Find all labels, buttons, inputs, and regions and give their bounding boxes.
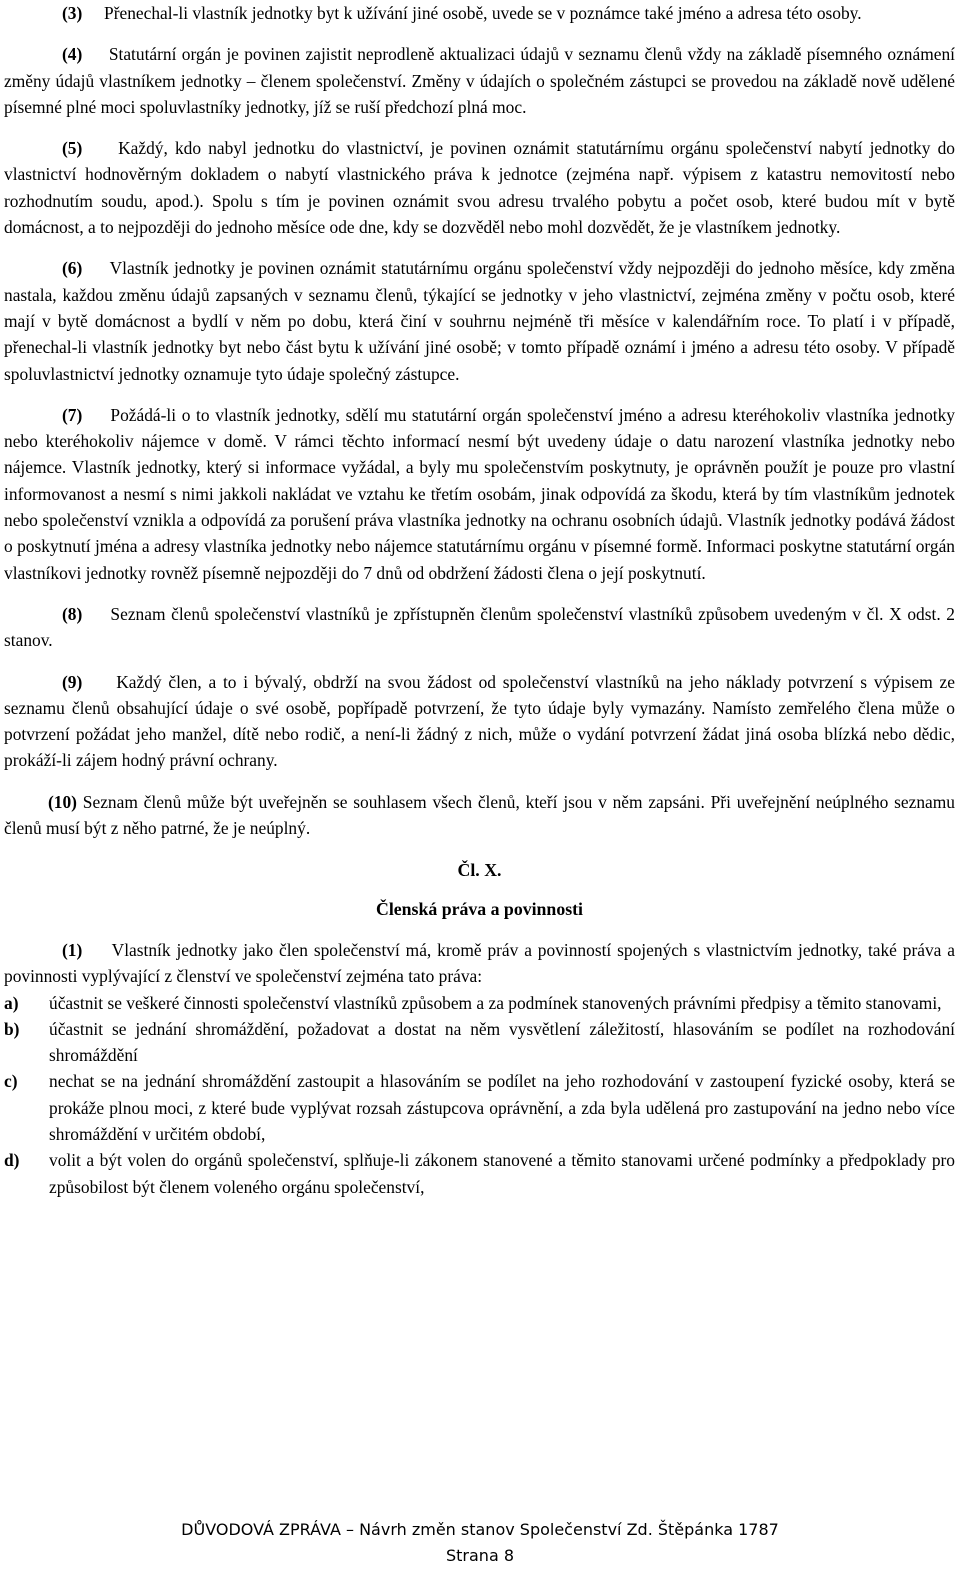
list-item-label: d) [4,1150,20,1171]
paragraph-text: Seznam členů může být uveřejněn se souhlasem všech členů, kteří jsou v něm zapsáni. Při uveřejnění neúplného seznamu členů musí být z něho patrné, že je neúplný. [4,791,956,839]
article-title: Členská práva a povinnosti [375,898,583,919]
paragraph-number: (5) [62,138,83,159]
paragraph-text: Každý člen, a to i bývalý, obdrží na svou žádost od společenství vlastníků na jeho náklady potvrzení s výpisem ze seznamu členů obsahující údaje o své osobě, popřípadě potvrzení, že tyto údaje byly vymazány. Namísto zemřelého člena může o potvrzení požádat jeho manžel, dítě nebo rodič, a není-li žádný z nich, může o vydání potvrzení žádat jiná osoba blízká nebo dědic, prokáží-li zájem hodný právní ochrany. [4,671,955,771]
paragraph-9 [4,669,955,774]
paragraph-4 [4,41,955,120]
list-item-label: c) [4,1071,18,1092]
list-item-text: účastnit se jednání shromáždění, požadovat a dostat na něm vysvětlení záležitostí, hlasováním se podílet na rozhodování shromáždění [49,1018,955,1066]
rights-list [4,990,955,1200]
paragraph-number: (4) [62,44,83,65]
paragraph-number: (1) [62,939,83,960]
page-number: Strana 8 [445,1546,515,1565]
list-item-label: a) [4,992,19,1013]
paragraph-text: Požádá-li o to vlastník jednotky, sdělí mu statutární orgán společenství jméno a adresu kteréhokoliv vlastníka jednotky nebo kteréhokoliv nájemce v domě. V rámci těchto informací nesmí být uvedeny údaje o datu narození vlastníka jednotky nebo nájemce. Vlastník jednotky, který si informace vyžádal, a byly mu společenstvím poskytnuty, je oprávněn použít je pouze pro vlastní informovanost a nesmí s nimi jakkoli nakládat ve vztahu ke třetím osobám, jinak odpovídá za škodu, která by tím vlastníkům jednotek nebo společenství vznikla a odpovídá za porušení práva vlastníka jednotky na ochranu osobních údajů. Vlastník jednotky podává žádost o poskytnutí jména a adresy vlastníka jednotky nebo nájemce statutárnímu orgánu v písemné formě. Informaci poskytne statutární orgán vlastníkovi jednotky rovněž písemně nejpozději do 7 dnů od obdržení žádosti člena o její poskytnutí. [4,404,955,583]
paragraph-text: Seznam členů společenství vlastníků je zpřístupněn členům společenství vlastníků způsobem uvedeným v čl. X odst. 2 stanov. [4,603,955,651]
paragraph-5 [4,135,955,240]
paragraph-number: (3) [62,3,83,23]
list-item [4,1147,955,1200]
paragraph-number: (8) [62,603,83,624]
list-item [4,1068,955,1147]
list-item [4,1016,955,1069]
list-item-text: účastnit se veškeré činnosti společenství vlastníků způsobem a za podmínek stanovených právními předpisy a těmito stanovami, [49,992,942,1013]
list-item [4,990,955,1016]
paragraph-3 [4,0,955,26]
paragraph-8 [4,601,955,654]
paragraph-number: (9) [62,671,83,692]
list-item-label: b) [4,1018,20,1039]
article-number: Čl. X. [457,860,502,881]
document-page [4,0,955,1200]
page-footer-title: DŮVODOVÁ ZPRÁVA – Návrh změn stanov Společenství Zd. Štěpánka 1787 [181,1520,779,1539]
paragraph-10 [4,789,955,842]
list-item-text: nechat se na jednání shromáždění zastoupit a hlasováním se podílet na jeho rozhodování v zastoupení fyzické osoby, která se prokáže plnou moci, z které bude vyplývat rozsah zástupcova oprávnění, a zda byla udělená pro zastupování na jedno nebo více shromáždění v určitém období, [49,1071,955,1144]
paragraph-7 [4,402,955,586]
paragraph-text: Vlastník jednotky je povinen oznámit statutárnímu orgánu společenství vždy nejpozději do jednoho měsíce, kdy změna nastala, každou změnu údajů zapsaných v seznamu členů, týkající se jednotky v jeho vlastnictví, zejména změny v počtu osob, které mají v bytě domácnost a bydlí v něm po dobu, která činí v souhrnu nejméně tři měsíce v kalendářním roce. To platí i v případě, přenechal-li vlastník jednotky byt nebo část bytu k užívání jiné osobě; v tomto případě oznámí i jméno a adresu této osoby. V případě spoluvlastnictví jednotky oznamuje tyto údaje společný zástupce. [4,258,955,384]
paragraph-text: Každý, kdo nabyl jednotku do vlastnictví, je povinen oznámit statutárnímu orgánu společenství nabytí jednotky do vlastnictví hodnověrným dokladem o nabytí vlastnického práva k jednotce (zejména např. výpisem z katastru nemovitostí nebo rozhodnutím soudu, apod.). Spolu s tím je povinen oznámit svou adresu trvalého pobytu a počet osob, které budou mít v bytě domácnost, a to nejpozději do jednoho měsíce ode dne, kdy se dozvěděl nebo mohl dozvědět, že je vlastníkem jednotky. [4,138,955,238]
paragraph-6 [4,255,955,386]
paragraph-text: Vlastník jednotky jako člen společenství má, kromě práv a povinností spojených s vlastnictvím jednotky, také práva a povinnosti vyplývající z členství ve společenství zejména tato práva: [4,939,955,987]
paragraph-text: Přenechal-li vlastník jednotky byt k užívání jiné osobě, uvede se v poznámce také jméno a adresa této osoby. [104,3,862,23]
list-item-text: volit a být volen do orgánů společenství, splňuje-li zákonem stanovené a těmito stanovami určené podmínky a předpoklady pro způsobilost být členem voleného orgánu společenství, [49,1150,955,1197]
paragraph-number: (7) [62,404,83,425]
article-paragraph-1 [4,937,955,990]
paragraph-number: (10) [48,791,77,812]
paragraph-number: (6) [62,258,83,279]
paragraph-text: Statutární orgán je povinen zajistit neprodleně aktualizaci údajů v seznamu členů vždy na základě písemného oznámení změny údajů vlastníkem jednotky – členem společenství. Změny v údajích o společném zástupci se provedou na základě nově udělené písemné plné moci spoluvlastníky jednotky, jíž se ruší předchozí plná moc. [4,44,955,117]
